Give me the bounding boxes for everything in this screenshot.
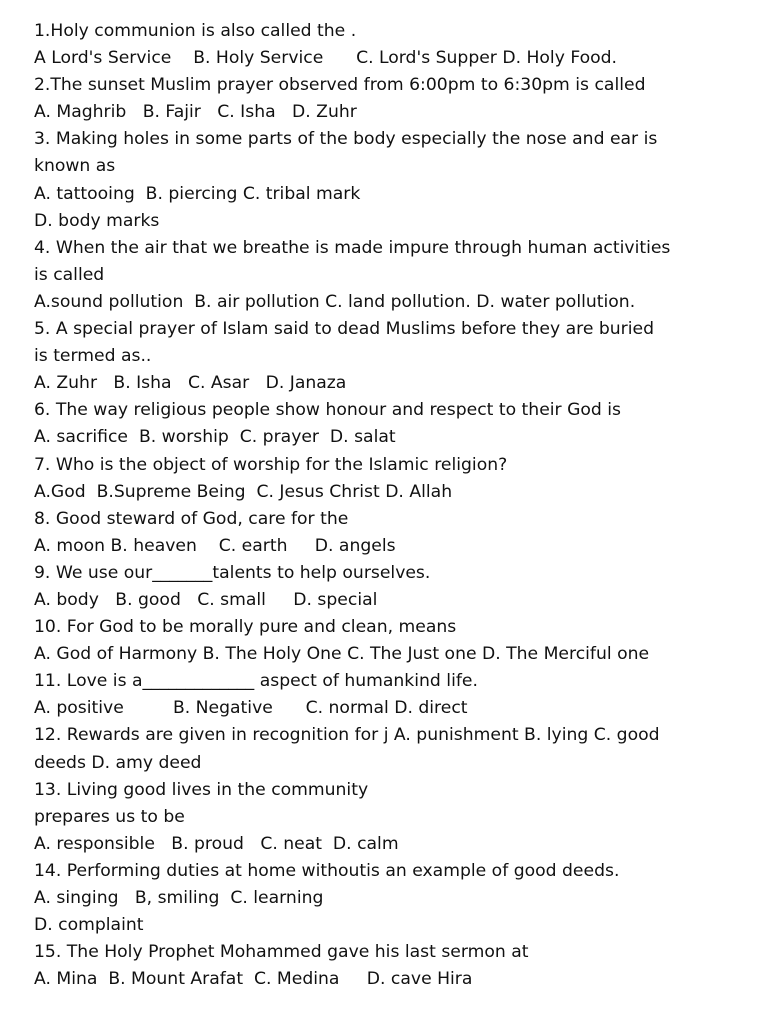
question-4-options: A.sound pollution B. air pollution C. land pollution. D. water pollution.	[34, 291, 636, 312]
question-4: 4. When the air that we breathe is made impure through human activities	[34, 237, 671, 258]
question-3-options: A. tattooing B. piercing C. tribal mark	[34, 183, 361, 204]
question-3-continued: known as	[34, 156, 116, 177]
question-13: 13. Living good lives in the community	[34, 779, 369, 800]
question-14: 14. Performing duties at home withoutis an example of good deeds.	[34, 860, 620, 881]
question-1-options: A Lord's Service B. Holy Service C. Lord's Supper D. Holy Food.	[34, 48, 618, 69]
question-5-continued: is termed as..	[34, 346, 152, 367]
question-10-options: A. God of Harmony B. The Holy One C. The Just one D. The Merciful one	[34, 644, 650, 665]
question-6-options: A. sacrifice B. worship C. prayer D. salat	[34, 427, 396, 448]
question-9-options: A. body B. good C. small D. special	[34, 589, 378, 610]
question-5: 5. A special prayer of Islam said to dead Muslims before they are buried	[34, 319, 655, 340]
question-14-options-continued: D. complaint	[34, 915, 144, 936]
question-15-options: A. Mina B. Mount Arafat C. Medina D. cave Hira	[34, 969, 473, 990]
question-13-continued: prepares us to be	[34, 806, 185, 827]
question-15: 15. The Holy Prophet Mohammed gave his last sermon at	[34, 942, 529, 963]
question-11-options: A. positive B. Negative C. normal D. direct	[34, 698, 468, 719]
question-4-continued: is called	[34, 264, 105, 285]
question-12-continued: deeds D. amy deed	[34, 752, 202, 773]
question-3: 3. Making holes in some parts of the body especially the nose and ear is	[34, 129, 658, 150]
question-10: 10. For God to be morally pure and clean, means	[34, 617, 457, 638]
question-12: 12. Rewards are given in recognition for j A. punishment B. lying C. good	[34, 725, 660, 746]
question-8-options: A. moon B. heaven C. earth D. angels	[34, 535, 396, 556]
question-14-options: A. singing B, smiling C. learning	[34, 888, 324, 908]
question-1: 1.Holy communion is also called the .	[34, 21, 357, 41]
question-9: 9. We use our_______talents to help ourselves.	[34, 562, 431, 583]
question-7-options: A.God B.Supreme Being C. Jesus Christ D. Allah	[34, 481, 453, 502]
question-2: 2.The sunset Muslim prayer observed from 6:00pm to 6:30pm is called	[34, 75, 646, 96]
question-8: 8. Good steward of God, care for the	[34, 508, 349, 529]
question-5-options: A. Zuhr B. Isha C. Asar D. Janaza	[34, 373, 347, 394]
question-7: 7. Who is the object of worship for the Islamic religion?	[34, 454, 508, 475]
question-11: 11. Love is a_____________ aspect of humankind life.	[34, 671, 478, 692]
question-6: 6. The way religious people show honour and respect to their God is	[34, 400, 622, 421]
question-2-options: A. Maghrib B. Fajir C. Isha D. Zuhr	[34, 102, 357, 123]
quiz-document	[34, 18, 744, 993]
question-3-options-continued: D. body marks	[34, 210, 160, 231]
question-13-options: A. responsible B. proud C. neat D. calm	[34, 833, 399, 854]
